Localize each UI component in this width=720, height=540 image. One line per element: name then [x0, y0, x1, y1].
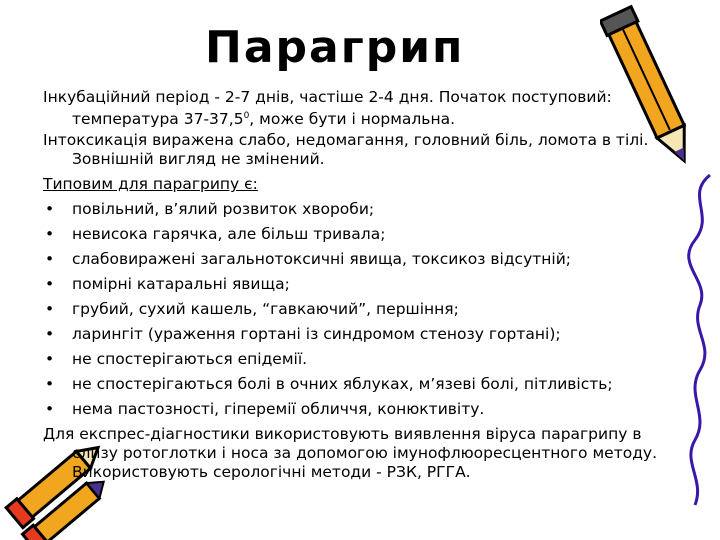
list-item: • не спостерігаються болі в очних яблуках, м’язеві болі, пітливість;: [45, 375, 613, 394]
bullet-icon: •: [45, 200, 55, 219]
list-item: • повільний, в’ялий розвиток хвороби;: [45, 200, 375, 219]
squiggle-line-decor: [670, 170, 720, 510]
bullet-icon: •: [45, 400, 55, 419]
list-item: • ларингіт (ураження гортані із синдромом стенозу гортані);: [45, 325, 561, 344]
bullet-icon: •: [45, 375, 55, 394]
list-item: • слабовиражені загальнотоксичні явища, токсикоз відсутній;: [45, 250, 572, 269]
bullet-icon: •: [45, 225, 55, 244]
list-item: • нема пастозності, гіперемії обличчя, конюктивіту.: [45, 400, 485, 419]
list-item: • невисока гарячка, але більш тривала;: [45, 225, 386, 244]
bullet-icon: •: [45, 350, 55, 369]
list-item: • грубий, сухий кашель, “гавкаючий”, першіння;: [45, 300, 459, 319]
bullet-icon: •: [45, 250, 55, 269]
incubation-paragraph: Інкубаційний період - 2-7 днів, частіше 2-4 дня. Початок поступовий: температура 37-37,5$^0$, може бути і нормальна.: [43, 88, 612, 129]
bullet-icon: •: [45, 300, 55, 319]
list-item: • помірні катаральні явища;: [45, 275, 290, 294]
list-item: • не спостерігаються епідемії.: [45, 350, 308, 369]
main-content: [43, 88, 663, 484]
symptom-list: [43, 200, 663, 419]
typical-subheading: Типовим для парагрипу є:: [43, 175, 258, 194]
page-title: Парагрип: [205, 22, 465, 73]
bullet-icon: •: [45, 325, 55, 344]
diagnostics-paragraph: Для експрес-діагностики використовують виявлення віруса парагрипу в слизу ротоглотки і носа за допомогою імунофлюоресцентного методу. Використовують серологічні методи - РЗК, РГГА.: [43, 425, 658, 482]
superscript: 0: [243, 111, 250, 121]
bullet-icon: •: [45, 275, 55, 294]
intoxication-paragraph: Інтоксикація виражена слабо, недомагання, головний біль, ломота в тілі. Зовнішній вигляд не змінений.: [43, 131, 649, 169]
